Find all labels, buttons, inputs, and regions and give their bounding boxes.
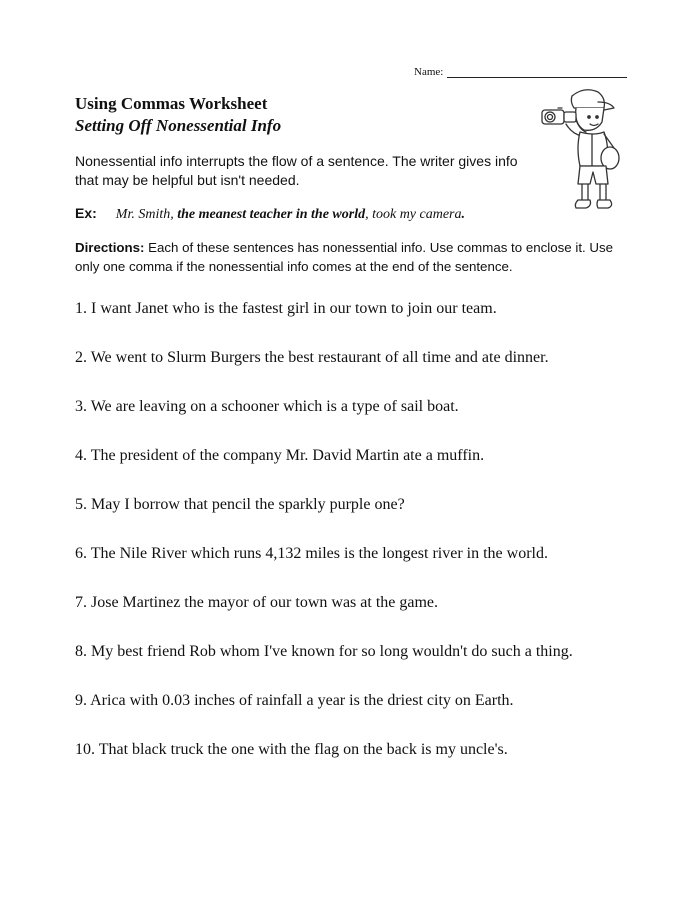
question-item: 10. That black truck the one with the flag on the back is my uncle's. bbox=[75, 741, 508, 758]
name-label: Name: bbox=[414, 66, 444, 78]
question-item: 1. I want Janet who is the fastest girl in our town to join our team. bbox=[75, 300, 497, 317]
question-item: 9. Arica with 0.03 inches of rainfall a year is the driest city on Earth. bbox=[75, 692, 514, 709]
worksheet-title: Using Commas Worksheet bbox=[75, 94, 268, 113]
intro-paragraph: Nonessential info interrupts the flow of a sentence. The writer gives info that may be helpful but isn't needed. bbox=[75, 153, 518, 188]
boy-with-camera-illustration-icon bbox=[528, 84, 628, 214]
question-item: 3. We are leaving on a schooner which is a type of sail boat. bbox=[75, 398, 459, 415]
example-nonessential: the meanest teacher in the world bbox=[177, 207, 366, 222]
example-label: Ex: bbox=[75, 205, 97, 221]
question-item: 5. May I borrow that pencil the sparkly purple one? bbox=[75, 496, 405, 513]
example-period: . bbox=[461, 207, 466, 222]
name-field[interactable] bbox=[414, 66, 627, 78]
directions-text: Each of these sentences has nonessential info. Use commas to enclose it. Use only one comma if the nonessential info comes at the end of the sentence. bbox=[75, 240, 614, 274]
question-item: 8. My best friend Rob whom I've known for so long wouldn't do such a thing. bbox=[75, 643, 573, 660]
question-item: 2. We went to Slurm Burgers the best restaurant of all time and ate dinner. bbox=[75, 349, 549, 366]
example-part-1: Mr. Smith, bbox=[115, 207, 174, 222]
question-item: 6. The Nile River which runs 4,132 miles is the longest river in the world. bbox=[75, 545, 548, 562]
example-sentence bbox=[75, 205, 465, 223]
question-list bbox=[75, 298, 573, 788]
question-item: 4. The president of the company Mr. David Martin ate a muffin. bbox=[75, 447, 485, 464]
worksheet-subtitle: Setting Off Nonessential Info bbox=[75, 116, 282, 135]
question-item: 7. Jose Martinez the mayor of our town was at the game. bbox=[75, 594, 439, 611]
directions-paragraph bbox=[75, 238, 635, 276]
directions-label: Directions: bbox=[75, 240, 145, 255]
name-blank-line[interactable] bbox=[447, 66, 627, 78]
example-part-3: , took my camera bbox=[365, 207, 462, 222]
